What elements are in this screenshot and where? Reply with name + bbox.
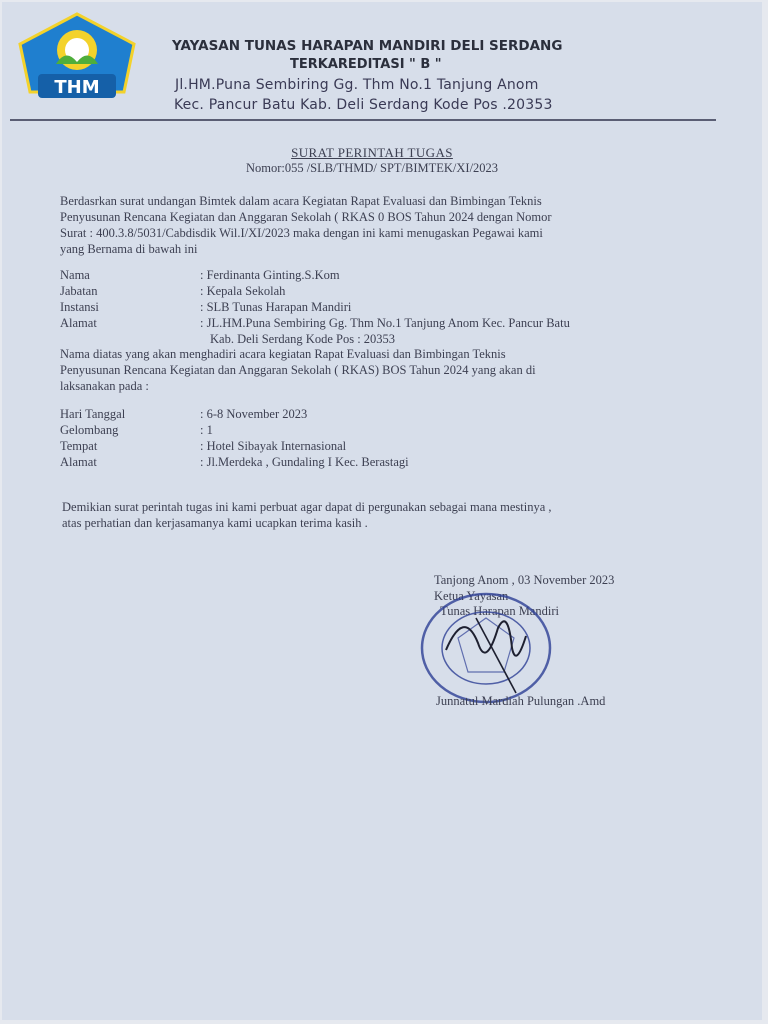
middle-line: Nama diatas yang akan menghadiri acara kegiatan Rapat Evaluasi dan Bimbingan Teknis <box>60 347 506 361</box>
signature-role-2: Tunas Harapan Mandiri <box>440 604 559 618</box>
event-label: Hari Tanggal <box>60 407 126 421</box>
event-value: : 1 <box>200 423 213 437</box>
middle-line: laksanakan pada : <box>60 379 149 393</box>
accreditation: TERKAREDITASI " B " <box>290 57 442 72</box>
letter-number: Nomor:055 /SLB/THMD/ SPT/BIMTEK/XI/2023 <box>245 161 499 175</box>
event-label: Alamat <box>60 455 97 469</box>
intro-line: yang Bernama di bawah ini <box>60 242 198 256</box>
closing-line: Demikian surat perintah tugas ini kami perbuat agar dapat di pergunakan sebagai mana mestinya , <box>62 500 552 514</box>
person-value: : JL.HM.Puna Sembiring Gg. Thm No.1 Tanjung Anom Kec. Pancur Batu <box>200 316 570 330</box>
person-label: Jabatan <box>60 284 98 298</box>
header-divider <box>10 119 716 121</box>
person-label: Nama <box>60 268 90 282</box>
event-label: Gelombang <box>60 423 119 437</box>
person-label: Alamat <box>60 316 97 330</box>
org-name: YAYASAN TUNAS HARAPAN MANDIRI DELI SERDANG <box>172 38 563 54</box>
signature-place-date: Tanjong Anom , 03 November 2023 <box>434 573 615 587</box>
person-label: Instansi <box>60 300 99 314</box>
address-continued: Kab. Deli Serdang Kode Pos : 20353 <box>210 332 396 346</box>
person-value: : Ferdinanta Ginting.S.Kom <box>200 268 340 282</box>
intro-line: Penyusunan Rencana Kegiatan dan Anggaran Sekolah ( RKAS 0 BOS Tahun 2024 dengan Nomor <box>60 210 552 224</box>
letter-page <box>2 2 762 1020</box>
event-label: Tempat <box>60 439 98 453</box>
person-value: : Kepala Sekolah <box>200 284 286 298</box>
middle-line: Penyusunan Rencana Kegiatan dan Anggaran Sekolah ( RKAS) BOS Tahun 2024 yang akan di <box>60 363 536 377</box>
intro-line: Surat : 400.3.8/5031/Cabdisdik Wil.I/XI/2023 maka dengan ini kami menugaskan Pegawai kami <box>60 226 543 240</box>
official-stamp <box>416 588 564 708</box>
person-value: : SLB Tunas Harapan Mandiri <box>200 300 352 314</box>
signatory-name: Junnatul Mardiah Pulungan .Amd <box>436 694 606 708</box>
school-logo <box>16 12 138 108</box>
closing-line: atas perhatian dan kerjasamanya kami ucapkan terima kasih . <box>62 516 368 530</box>
event-value: : 6-8 November 2023 <box>200 407 308 421</box>
signature-role-1: Ketua Yayasan <box>434 589 509 603</box>
logo-text: THM <box>54 77 100 98</box>
event-value: : Jl.Merdeka , Gundaling I Kec. Berastagi <box>200 455 409 469</box>
address-line-1: Jl.HM.Puna Sembiring Gg. Thm No.1 Tanjung Anom <box>175 77 539 93</box>
intro-line: Berdasrkan surat undangan Bimtek dalam acara Kegiatan Rapat Evaluasi dan Bimbingan Teknis <box>60 194 542 208</box>
event-value: : Hotel Sibayak Internasional <box>200 439 347 453</box>
address-line-2: Kec. Pancur Batu Kab. Deli Serdang Kode Pos .20353 <box>174 97 553 113</box>
letter-title: SURAT PERINTAH TUGAS <box>291 145 453 160</box>
